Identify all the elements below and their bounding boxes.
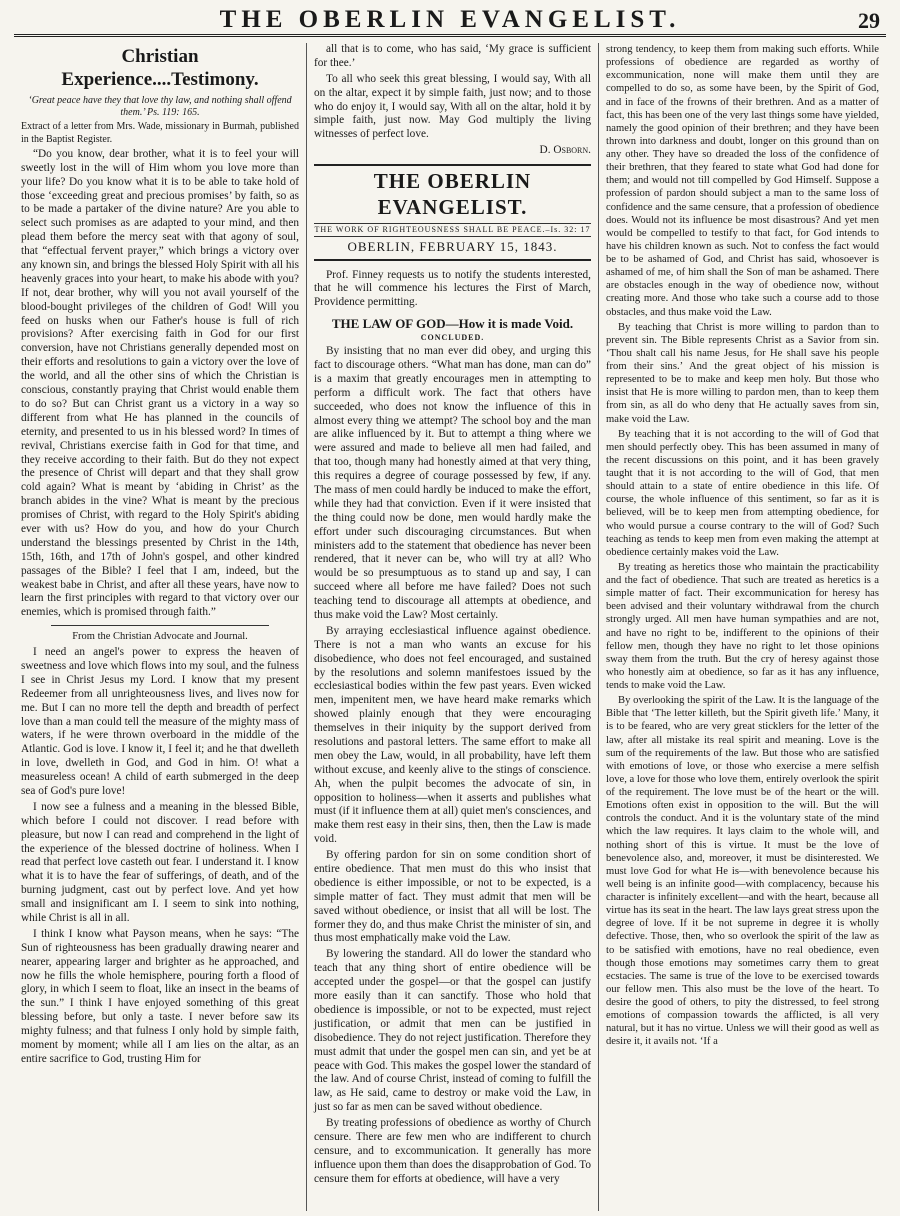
- article-paragraph: I need an angel's power to express the heaven of sweetness and love which flows into my soul, and the fulness I see in Christ Jesus my Lord. I know that my present Redeemer from all unrighteousness lives, and lives now for me. But I can no more tell the depth and breadth of perfect love than a man could tell the measure of the mighty mass of waters, if he were thrown overboard in the middle of the Atlantic. God is love. I know it, I feel it; and he that dwelleth in love, dwelleth in God, and God in him. O! what a measureless ocean! A child of earth submerged in the deep sea of God's pure love!: [21, 646, 299, 797]
- left-column: [14, 43, 306, 1211]
- article-paragraph: By teaching that Christ is more willing to pardon than to prevent sin. The Bible represents Christ as a Savior from sin. ‘Thou shalt call his name Jesus, for He shall save his people from their sins.’ And the great object of his mission is represented to be to make and keep men holy. But those who insist that He is more willing to pardon men, than to keep them from sin, as all do who deny that He actually saves from sin, make void the Law.: [606, 321, 879, 425]
- section-divider: [51, 625, 269, 626]
- block-title: THE OBERLIN EVANGELIST.: [373, 169, 532, 219]
- intro-note: Extract of a letter from Mrs. Wade, missionary in Burmah, published in the Baptist Register.: [21, 121, 299, 145]
- concluded-label: CONCLUDED.: [420, 333, 485, 343]
- left-headline: Christian Experience....Testimony.: [61, 46, 259, 91]
- masthead-block: [314, 164, 591, 260]
- article-paragraph: I now see a fulness and a meaning in the blessed Bible, which before I could not discover. I read before with pleasure, but now I can read and comprehend in the light of the experience of the blessed doctrine of holiness. When I read that perfect love casteth out fear. I understand it. I know what it is to have the fear of sufferings, of death, and of the burning judgment, cast out by perfect love. And yet how small and insignificant am I. I seem to sink into nothing, while Christ is all in all.: [21, 800, 299, 925]
- article-paragraph: By treating as heretics those who maintain the practicability and the fact of obedience. That such are treated as heretics is a simple matter of fact. Their excommunication for heresy has been advised and their voluntary withdrawal from the church strongly urged. All men have human sympathies and are not, and have no right to be, indifferent to the opinions of their fellow men, though they have no right to let those opinions sway them from the truth. But the cry of heresy against those who honestly aim at obedience, so far as it has any influence, tends to make void the Law.: [606, 561, 879, 691]
- article-paragraph: By insisting that no man ever did obey, and urging this fact to discourage others. “What man has done, man can do” is a maxim that greatly encourages men in attempting to perform a difficult work. The fact that others have succeeded, who does not know the influence of this in almost every thing we attempt? The school boy and the man are alike influenced by it. But to attempt a thing where we were assured and made to believe all men had failed, and that too, though many had honestly aimed at that very thing, this requires a degree of courage possessed by few, if any. The mass of men could hardly be induced to make the effort, while they had that conviction. Even if it were insisted that the thing could now be done, men would hardly make the effort under such discouraging circumstances. But when ministers add to the statement that obedience has never been rendered, that it never can be, who will try at all? Who would be so presumptuous as to stand up and say, I can succeed where all before me have failed? Does not such teaching tend to discourage all attempts at obedience, and thus make void the Law? Most certainly.: [314, 345, 591, 621]
- article-paragraph: By treating professions of obedience as worthy of Church censure. There are few men who are indifferent to church censure, and to excommunication. It generally has more influence upon them than does the disapprobation of God. To censure them for efforts at obedience, will have a very: [314, 1117, 591, 1185]
- page-masthead: [14, 4, 886, 37]
- right-column: [598, 43, 886, 1211]
- article-paragraph: By teaching that it is not according to the will of God that men should perfectly obey. This has been assumed in many of the recent discussions on this point, and it has been gravely taught that it is not according to the will of God, that men should attain to a state of entire obedience in this life. Of course, the whole influence of this sentiment, so far as it is believed, will be to keep men from attempting obedience, for who would pursue a course contrary to the will of God? Such teaching as tends to keep men from even making the attempt at obedience certainly makes void the Law.: [606, 428, 879, 558]
- epigraph: ‘Great peace have they that love thy law, and nothing shall offend them.’ Ps. 119: 165.: [28, 94, 292, 119]
- dateline: OBERLIN, FEBRUARY 15, 1843.: [347, 238, 558, 254]
- signature: D. Osborn.: [539, 144, 591, 157]
- article-paragraph: I think I know what Payson means, when he says: “The Sun of righteousness has been gradually drawing nearer and nearer, appearing larger and brighter as he approached, and now he fills the whole hemisphere, pouring forth a flood of glory, in which I seem to float, like an insect in the beams of the sun.” I think I have enjoyed something of this great blessing before, but only a taste. I never before saw its mighty fulness; and that fulness I only hold by simple faith, moment by moment; while all I am lies on the altar, as an entire sacrifice to God, trusting Him for: [21, 927, 299, 1065]
- notice: Prof. Finney requests us to notify the students interested, that he will commence his lectures the First of March, Providence permitting.: [314, 268, 591, 309]
- article-paragraph: By arraying ecclesiastical influence against obedience. There is not a man who wants an excuse for his disobedience, who does not feel encouraged, and sustained by the resolutions and solemn manifestoes issued by the ecclesiastical bodies within the few past years. Even wicked men, impenitent men, we have heard make remarks which showed plainly enough that they were encouraging themselves in their iniquity by the support derived from resolutions and pastoral letters. The same effort to make all men obey the Law, would, in all probability, have left them without excuse, and keenly alive to the stings of conscience. Ah, when the pulpit becomes the advocate of sin, in opposition to holiness—when it asserts and publishes what must (if it influence them at all) quiet men's consciences, and make them rest easy in their sins, then, then the Law is made void.: [314, 624, 591, 846]
- motto: THE WORK OF RIGHTEOUSNESS SHALL BE PEACE.–Is. 32: 17: [314, 223, 591, 237]
- article-columns: [14, 43, 886, 1211]
- article-title: THE LAW OF GOD—How it is made Void.: [331, 316, 574, 332]
- masthead-title: THE OBERLIN EVANGELIST.: [219, 6, 681, 33]
- middle-column: [306, 43, 598, 1211]
- continued-paragraph: To all who seek this great blessing, I would say, With all on the altar, expect it by simple faith, just now; and to those who do enjoy it, I would say, With all on the altar, hold it by simple faith, just now. May God multiply the living witnesses of perfect love.: [314, 72, 591, 141]
- source-note: From the Christian Advocate and Journal.: [72, 631, 248, 643]
- continued-paragraph: all that is to come, who has said, ‘My grace is sufficient for thee.’: [314, 43, 591, 69]
- article-paragraph: strong tendency, to keep them from making such efforts. While professions of obedience are regarded as worthy of excommunication, none will make them until they are compelled to do so, as some have been, by the Spirit of God, and in face of the frowns of their brethren. And as a matter of fact, this has been one of the very last things some have yielded, namely the good opinion of their brethren; and they have been thrown into darkness and doubt, longer on this ground than on any other. They have so dreaded the loss of the confidence of their brethren, that they feared to state what God had done for them; and would not till compelled by God Himself. Suppose a profession of pardon should subject a man to the same loss of confidence and the same censure, that a profession of obedience does. Would not its influence be most disastrous? And yet men would be compelled to testify to that fact, for God intends to have his children known as such. Not to confess the fact would be to be ashamed of God, and Christ has said, whosoever is ashamed of me, of him shall the Son of man be ashamed. There are obstacles enough in the way of obedience now, without creating more. And those who take such a course add to those obstacles, and thus make void the Law.: [606, 44, 879, 318]
- letter-paragraph: “Do you know, dear brother, what it is to feel your will sweetly lost in the will of Him whom you love more than your life? Do you know what it is to be able to take hold of those ‘exceeding great and precious promises’ by faith, so as to be made a partaker of the divine nature? Are you able to select such promises as are adapted to your mind, and then plead them before the mercy seat with that agony of soul, that “effectual fervent prayer,” which brings a victory over any known sin, and brings the blessed Holy Spirit with all his heavenly graces into your heart, to make his abode with you? If not, dear brother, why will you not avail yourself of the blood-bought privileges of the children of God! Will you feed on husks when our Father's house is full of rich provisions? After exercising faith in God for our first conversion, have not Christians generally depended most on their efforts and resolutions to gain a victory over the love of the world, and all the other sins of which the Christian is conscious, constantly praying that Christ would enable them to do so? But can Christ grant us a victory in a way so different from what He has planned in the councils of eternity, and presented to us in his blessed word? In times of revival, Christians exercise faith in God for that time, and they receive according to their faith. But do they not expect the presence of Christ will depart and that they shall grow cold again? What is meant by ‘abiding in Christ’ as the branch abides in the vine? What is meant by the precious promises of Christ, with regard to the Holy Spirit's abiding ever with us? How do you, and how do your Church understand the blessings presented by Christ in the 14th, 15th, 16th, and 17th of John's gospel, and other kindred passages of the Bible? I feel that I am, indeed, but the weakest babe in Christ, and after all these years, have now to learn the first principles with regard to that victory over our enemies, which is promised through faith.”: [21, 147, 300, 619]
- article-paragraph: By overlooking the spirit of the Law. It is the language of the Bible that ‘The letter killeth, but the Spirit giveth life.’ Many, it is to be feared, who are very great sticklers for the letter of the law, after all mistake its real spirit and meaning. Love is the sum of the requirements of the law. But those who are satisfied with emotions of love, or those who exercise a mere selfish love, a love for those who love them, entirely overlook the spirit of the requirement. The love must be of the heart or the will. Emotions often exist in opposition to the will. But the will controls the conduct. And it is the voluntary state of the mind which the law requires. It lays claim to the whole will, and nothing short of this is virtue. It must be the love of benevolence also, and, moreover, it must be disinterested. We must love God for what He is—with benevolence because his well being is an infinite good—with complacency, because his character is infinitely excellent—and with the heart, because all virtue has its seat in the heart. The law lays great stress upon the degree of love. If it be not supreme in degree it is wholly defective. Those, then, who so overlook the spirit of the law as to be satisfied with emotions, have no real obedience, even though those emotions may sometimes carry them to great ecstacies. The same is true of the love to be exercised towards our fellow men. This also must be the love of the heart. To desire the good of others, to pity the distressed, to feel strong emotions of compassion towards the afflicted, is all very natural, but it has no virtue. Unless we will their good as well as desire it, it avails not. ‘If a: [606, 695, 879, 1048]
- article-paragraph: By offering pardon for sin on some condition short of entire obedience. That men must do this who insist that obedience is either impossible, or not to be expected, is a simple matter of fact. They must admit that men will be saved without obedience, or insist that all will be lost. The former they do, and thus make Christ the minister of sin, and thus most emphatically make void the Law.: [314, 849, 591, 945]
- page-number: 29: [858, 8, 880, 33]
- article-paragraph: By lowering the standard. All do lower the standard who teach that any thing short of entire obedience will be accepted under the gospel—or that the gospel can justify more easily than it can sanctify. Those who hold that obedience is impossible, or not to be expected, must reject justification, or admit that men can be justified in disobedience. They do not reject justification. Therefore they must admit that under the gospel men can sin, and yet be at peace with God. This makes the gospel lower the standard of the law. And of course Christ, instead of coming to fulfill the law, as He said, came to destroy or make void the Law, in just so far as men can be saved without obedience.: [314, 948, 591, 1114]
